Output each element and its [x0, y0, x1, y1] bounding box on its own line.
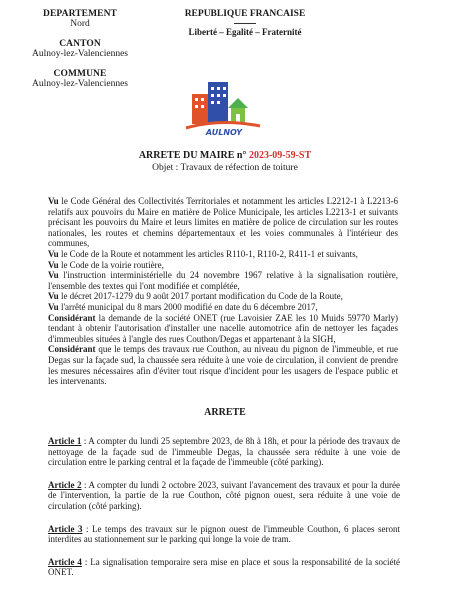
commune-value: Aulnoy-lez-Valenciennes	[31, 79, 129, 89]
republic-header	[170, 9, 320, 37]
consideration-item: Vu le Code de la Route et notamment les articles R110-1, R110-2, R411-1 et suivants,	[48, 248, 358, 259]
article-item: Article 3 : Le temps des travaux sur le pignon ouest de l'immeuble Couthon, 6 places seront interdites au stationnement sur le parking qui longe la voie de tram.	[48, 523, 401, 545]
canton-value: Aulnoy-lez-Valenciennes	[31, 49, 129, 59]
town-logo	[180, 78, 266, 148]
departement-label: DEPARTEMENT	[43, 9, 117, 19]
article-item: Article 2 : A compter du lundi 2 octobre 2023, suivant l'avancement des travaux et pour la durée de l'intervention, la partie de la rue Couthon, côté pignon ouest, sera réduite à une voie de circulation (côté parking).	[48, 479, 400, 511]
decree-reference: 2023-09-59-ST	[248, 150, 312, 161]
consideration-item: Considérant la demande de la société ONET (rue Lavoisier ZAE les 10 Muids 59770 Marly) tendant à obtenir l'autorisation d'installer une nacelle automotrice afin de nettoyer les façades d'immeubles situées à l'angle des rues Couthon/Degas et appartenant à la SIGH,	[48, 312, 398, 344]
decree-object: Objet : Travaux de réfection de toiture	[152, 163, 298, 173]
decree-title	[0, 150, 450, 161]
consideration-item: Vu le décret 2017-1279 du 9 août 2017 portant modification du Code de la Route,	[48, 291, 343, 302]
town-logo-text	[182, 128, 266, 137]
canton-label: CANTON	[59, 39, 101, 49]
republic-title: REPUBLIQUE FRANCAISE	[184, 9, 306, 19]
consideration-item: Vu l'instruction interministérielle du 24 novembre 1967 relative à la signalisation routière, l'ensemble des textes qui l'ont modifiée et complétée,	[48, 270, 398, 291]
consideration-item: Vu le Code Général des Collectivités Territoriales et notamment les articles L2212-1 à L2213-6 relatifs aux pouvoirs du Maire en matière de Police Municipale, les articles L2213-1 et suivants précisant les pouvoirs du Maire et leurs limites en matière de police de circulation sur les routes nationales, les routes et chemins départementaux et les voies communales à l'intérieur des communes,	[48, 196, 398, 249]
arrete-heading: ARRETE	[204, 407, 246, 418]
town-logo-graphic	[180, 78, 266, 134]
departement-value: Nord	[70, 19, 90, 29]
administrative-header	[20, 9, 140, 89]
commune-label: COMMUNE	[53, 69, 107, 79]
article-label: Article 3	[48, 523, 83, 534]
consideration-item: Considérant que le temps des travaux rue Couthon, au niveau du pignon de l'immeuble, et rue Degas sur la façade sud, la chaussée sera réduite à une voie de circulation, il convient de prendre les mesures nécessaires afin d'éviter tout risque d'incident pour les usagers de l'espace public et les intervenants.	[48, 344, 398, 387]
article-item: Article 4 : La signalisation temporaire sera mise en place et sous la responsabilité de la société ONET.	[48, 556, 400, 578]
article-label: Article 1	[48, 436, 82, 446]
consideration-item: Vu l'arrêté municipal du 8 mars 2000 modifié en date du 6 décembre 2017,	[48, 301, 318, 312]
header-divider	[234, 23, 256, 24]
republic-motto: Liberté – Egalité – Fraternité	[188, 27, 302, 37]
consideration-item: Vu le Code de la voirie routière,	[48, 259, 164, 270]
decree-title-prefix: ARRETE DU MAIRE n°	[138, 150, 247, 161]
article-item: Article 1 : A compter du lundi 25 septembre 2023, de 8h à 18h, et pour la période des travaux de nettoyage de la façade sud de l'immeuble Degas, la chaussée sera réduite à une voie de circulation entre le parking central et la façade de l'immeuble (côté parking).	[48, 436, 401, 468]
article-label: Article 2	[48, 479, 82, 490]
articles-section	[48, 436, 400, 590]
article-label: Article 4	[48, 556, 82, 567]
logo-main-text: AULNOY	[205, 128, 243, 137]
considerations-section	[48, 196, 398, 387]
